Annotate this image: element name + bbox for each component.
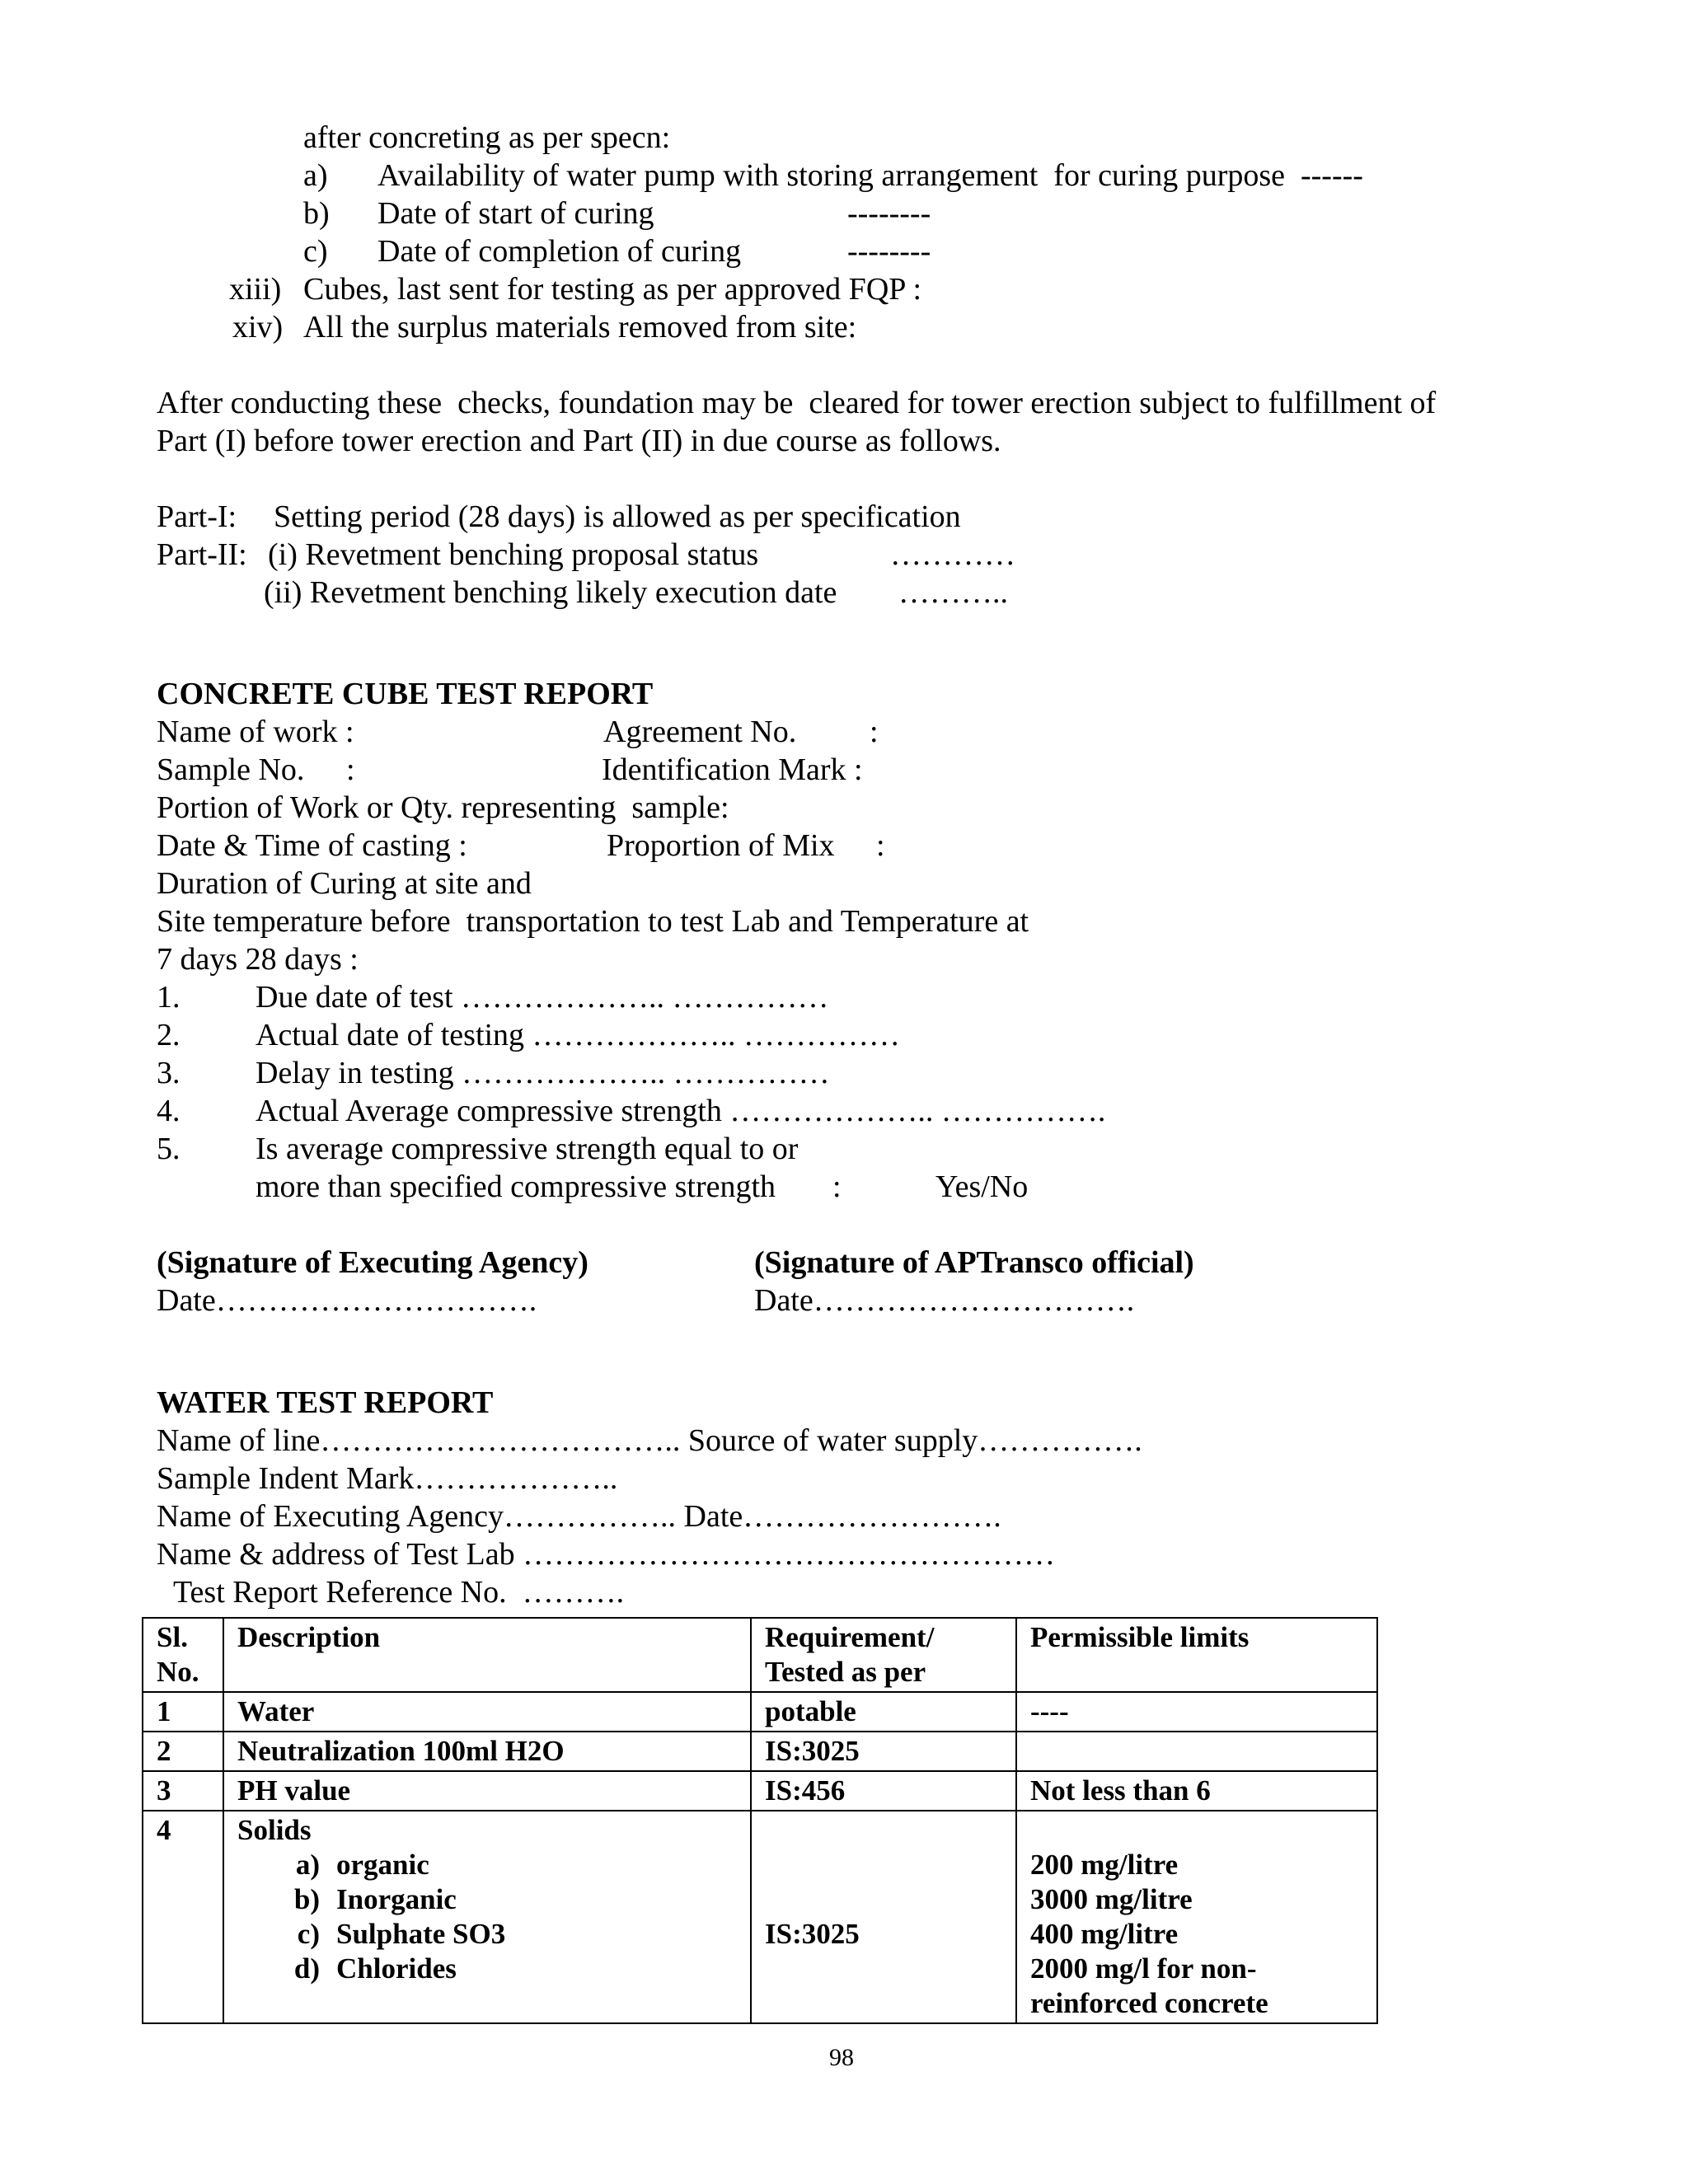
water-test-table	[142, 1617, 1378, 2024]
part2-ii-value: ………..	[898, 575, 1008, 610]
part2-label: Part-II:	[157, 537, 247, 572]
curing-value-b: --------	[847, 196, 931, 231]
limit-line: reinforced concrete	[1030, 1987, 1268, 2019]
water-indent-mark: Sample Indent Mark………………..	[157, 1461, 618, 1496]
site-temp-label: Site temperature before transportation to test Lab and Temperature at	[157, 904, 1029, 939]
solids-requirement: IS:3025	[765, 1918, 860, 1950]
agreement-no-label: Agreement No.	[603, 715, 797, 749]
limit-line: 400 mg/litre	[1030, 1918, 1179, 1950]
page-number: 98	[829, 2044, 854, 2071]
clearance-line-1: After conducting these checks, foundation may be cleared for tower erection subject to fulfillment of	[157, 386, 1437, 420]
cube-item-text: Delay in testing ……………….. ……………	[256, 1056, 830, 1090]
table-row-solids	[143, 1811, 1377, 2023]
curing-value-c: --------	[847, 234, 931, 269]
signature-aptransco-official: (Signature of APTransco official)	[754, 1245, 1194, 1280]
proportion-mix-label: Proportion of Mix	[607, 828, 835, 863]
cube-item-num: 2.	[157, 1018, 181, 1052]
agreement-no-colon: :	[870, 715, 879, 749]
duration-label: Duration of Curing at site and	[157, 866, 532, 901]
part2-i-text: (i) Revetment benching proposal status	[268, 537, 759, 572]
water-test-lab: Name & address of Test Lab ……………………………………………	[157, 1537, 1056, 1572]
sub-text: Chlorides	[336, 1952, 457, 1985]
curing-label-b: b)	[303, 196, 330, 231]
cell-requirement: IS:456	[751, 1771, 1016, 1811]
water-executing-agency: Name of Executing Agency…………….. Date…………………….	[157, 1499, 1001, 1534]
sample-no-colon: :	[346, 752, 355, 787]
part2-i-value: …………	[890, 537, 1015, 572]
sub-text: organic	[336, 1849, 429, 1881]
portion-label: Portion of Work or Qty. representing sample:	[157, 790, 729, 825]
item-xiv-label: xiv)	[232, 310, 284, 344]
table-row	[143, 1771, 1377, 1811]
table-row	[143, 1732, 1377, 1771]
sub-text: Sulphate SO3	[336, 1918, 506, 1950]
cell-limit-solids	[1016, 1811, 1377, 2023]
cell-sl: 4	[143, 1811, 223, 2023]
cube-item5-value: Yes/No	[935, 1169, 1029, 1204]
identification-mark-label: Identification Mark :	[602, 752, 863, 787]
sub-label: d)	[293, 1952, 320, 1985]
limit-line: 3000 mg/litre	[1030, 1883, 1193, 1915]
sample-no-label: Sample No.	[157, 752, 305, 787]
cell-sl: 2	[143, 1732, 223, 1771]
cell-description: Water	[223, 1692, 751, 1732]
cell-limit: Not less than 6	[1016, 1771, 1377, 1811]
header-description: Description	[223, 1618, 751, 1692]
date-time-casting-label: Date & Time of casting :	[157, 828, 467, 863]
table-row	[143, 1692, 1377, 1732]
cell-requirement	[751, 1811, 1016, 2023]
cell-limit: ----	[1016, 1692, 1377, 1732]
curing-label-a: a)	[303, 158, 328, 193]
curing-text-c: Date of completion of curing	[377, 234, 742, 269]
curing-text-a: Availability of water pump with storing arrangement for curing purpose ------	[377, 158, 1363, 193]
header-permissible-limits: Permissible limits	[1016, 1618, 1377, 1692]
header-sl-no: Sl. No.	[143, 1618, 223, 1692]
water-test-report-ref: Test Report Reference No. ……….	[173, 1575, 625, 1610]
part1-label: Part-I:	[157, 499, 237, 534]
cube-item-text: Actual Average compressive strength ……………….. …………….	[256, 1094, 1106, 1128]
sub-label: c)	[297, 1918, 320, 1950]
sub-label: a)	[295, 1849, 320, 1881]
date-left: Date………………………….	[157, 1283, 537, 1318]
solids-sub-item	[237, 1917, 737, 1952]
sub-text: Inorganic	[336, 1883, 457, 1915]
cube-report-title: CONCRETE CUBE TEST REPORT	[157, 677, 654, 711]
water-line-name: Name of line…………………………….. Source of water supply…………….	[157, 1423, 1142, 1458]
curing-text-b: Date of start of curing	[377, 196, 654, 231]
cube-item5-continuation: more than specified compressive strength	[256, 1169, 776, 1204]
date-right: Date………………………….	[754, 1283, 1135, 1318]
solids-sub-item	[237, 1848, 737, 1882]
cube-item5-colon: :	[832, 1169, 842, 1204]
cell-requirement: IS:3025	[751, 1732, 1016, 1771]
cube-item-num: 3.	[157, 1056, 181, 1090]
header-requirement: Requirement/ Tested as per	[751, 1618, 1016, 1692]
cube-item-num: 1.	[157, 980, 181, 1015]
cell-sl: 1	[143, 1692, 223, 1732]
part2-ii-text: (ii) Revetment benching likely execution date	[264, 575, 837, 610]
cube-item-num: 4.	[157, 1094, 181, 1128]
water-report-title: WATER TEST REPORT	[157, 1385, 494, 1420]
cell-description: Neutralization 100ml H2O	[223, 1732, 751, 1771]
cell-description: PH value	[223, 1771, 751, 1811]
signature-executing-agency: (Signature of Executing Agency)	[157, 1245, 588, 1280]
item-xiv-text: All the surplus materials removed from site:	[303, 310, 857, 344]
part1-text: Setting period (28 days) is allowed as per specification	[274, 499, 961, 534]
sub-label: b)	[293, 1883, 320, 1915]
limit-line: 200 mg/litre	[1030, 1849, 1179, 1881]
cell-requirement: potable	[751, 1692, 1016, 1732]
solids-label: Solids	[237, 1814, 312, 1846]
item-xiii-label: xiii)	[229, 272, 282, 307]
solids-sub-item	[237, 1952, 737, 1986]
cell-limit	[1016, 1732, 1377, 1771]
proportion-mix-colon: :	[876, 828, 885, 863]
cube-item-text: Due date of test ……………….. ……………	[256, 980, 829, 1015]
cell-description-solids	[223, 1811, 751, 2023]
table-header-row	[143, 1618, 1377, 1692]
curing-label-c: c)	[303, 234, 328, 269]
curing-intro: after concreting as per specn:	[303, 120, 671, 155]
name-of-work-label: Name of work :	[157, 715, 354, 749]
cube-item-text: Is average compressive strength equal to or	[256, 1132, 799, 1166]
solids-sub-item	[237, 1882, 737, 1917]
limit-line: 2000 mg/l for non-	[1030, 1952, 1257, 1985]
clearance-line-2: Part (I) before tower erection and Part (II) in due course as follows.	[157, 424, 1001, 458]
cell-sl: 3	[143, 1771, 223, 1811]
cube-item-text: Actual date of testing ……………….. ……………	[256, 1018, 901, 1052]
item-xiii-text: Cubes, last sent for testing as per approved FQP :	[303, 272, 922, 307]
cube-item-num: 5.	[157, 1132, 181, 1166]
days-label: 7 days 28 days :	[157, 942, 359, 977]
